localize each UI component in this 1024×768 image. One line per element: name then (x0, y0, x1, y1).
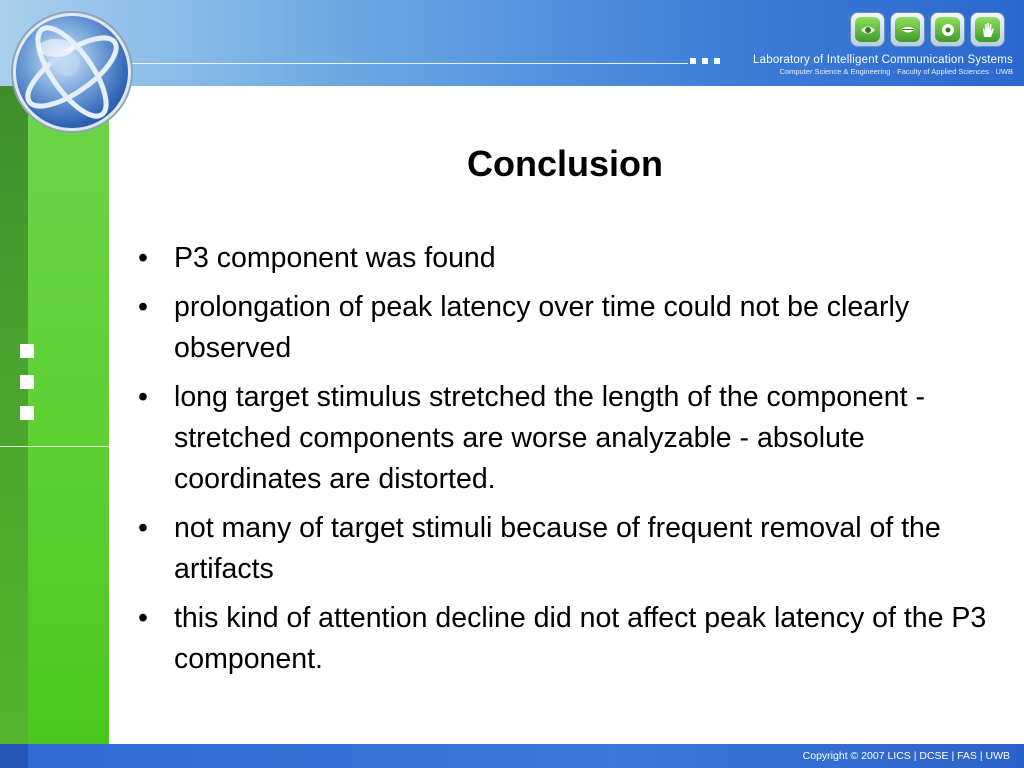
header-divider (128, 63, 688, 64)
bullet-marker: • (138, 242, 148, 274)
bullet-text: this kind of attention decline did not affect peak latency of the P3 component. (174, 602, 987, 675)
footer-left-block (0, 744, 28, 768)
sidebar-divider (0, 446, 109, 447)
hand-icon (970, 12, 1005, 47)
bullet-marker: • (138, 512, 148, 544)
eye-icon (850, 12, 885, 47)
bullet-marker: • (138, 602, 148, 634)
copyright-text: Copyright © 2007 LICS | DCSE | FAS | UWB (802, 750, 1010, 762)
list-item (130, 287, 1010, 369)
sidebar-squares (20, 344, 34, 437)
lab-subtitle: Computer Science & Engineering · Faculty of Applied Sciences · UWB (779, 67, 1013, 76)
lab-title: Laboratory of Intelligent Communication Systems (753, 54, 1013, 66)
bullet-marker: • (138, 381, 148, 413)
header-dots (690, 58, 720, 64)
footer-band (0, 744, 1024, 768)
bullet-text: prolongation of peak latency over time could not be clearly observed (174, 291, 910, 364)
bullet-text: P3 component was found (174, 242, 496, 274)
bullet-list (130, 238, 1010, 688)
slide-title: Conclusion (467, 143, 663, 184)
header-band (0, 0, 1024, 86)
bullet-text: long target stimulus stretched the length of the component - stretched components are worse analyzable - absolute coordinates are distorted. (174, 381, 925, 495)
sense-icons (850, 12, 1005, 47)
bullet-marker: • (138, 291, 148, 323)
list-item (130, 508, 1010, 590)
list-item (130, 238, 1010, 279)
nose-icon (930, 12, 965, 47)
globe-logo (13, 13, 131, 131)
bullet-text: not many of target stimuli because of frequent removal of the artifacts (174, 512, 941, 585)
sidebar-light-strip (28, 86, 109, 744)
list-item (130, 377, 1010, 500)
mouth-icon (890, 12, 925, 47)
list-item (130, 598, 1010, 680)
